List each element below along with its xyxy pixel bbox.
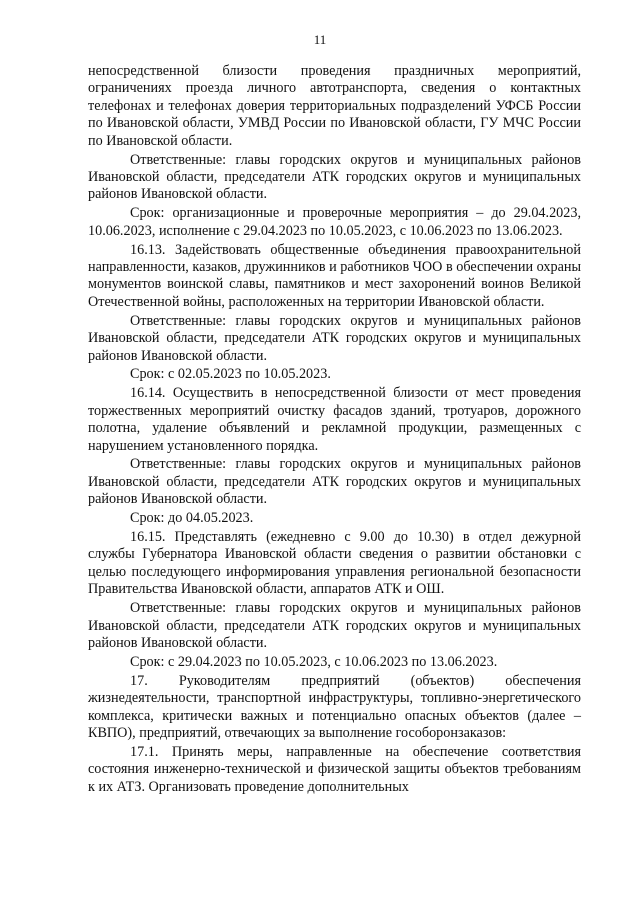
paragraph: Срок: с 29.04.2023 по 10.05.2023, с 10.06.2023 по 13.06.2023. [130, 653, 498, 670]
page-number: 11 [313, 32, 327, 47]
paragraph: Ответственные: главы городских округов и муниципальных районов Ивановской области, председатели АТК городских округов и муниципальных районов Ивановской области. [88, 151, 581, 203]
paragraph: непосредственной близости проведения праздничных мероприятий, ограничениях проезда личного автотранспорта, сведения о контактных телефонах и телефонах доверия территориальных подразделений УФСБ России по Ивановской области, УМВД России по Ивановской области, ГУ МЧС России по Ивановской области. [88, 63, 581, 149]
paragraph: Срок: с 02.05.2023 по 10.05.2023. [130, 366, 331, 383]
paragraph: 16.14. Осуществить в непосредственной близости от мест проведения торжественных мероприятий очистку фасадов зданий, тротуаров, дорожного полотна, удаление объявлений и рекламной продукции, размещенных с нарушением установленного порядка. [88, 385, 581, 454]
paragraph: Срок: до 04.05.2023. [130, 510, 254, 527]
paragraph: 17. Руководителям предприятий (объектов) обеспечения жизнедеятельности, транспортной инфраструктуры, топливно-энергетического комплекса, критически важных и потенциально опасных объектов (далее – КВПО), предприятий, отвечающих за выполнение гособоронзаказов: [88, 672, 581, 742]
paragraph: 16.13. Задействовать общественные объединения правоохранительной направленности, казаков, дружинников и работников ЧОО в обеспечении охраны монументов воинской славы, памятников и мест захоронений воинов Великой Отечественной войны, расположенных на территории Ивановской области. [88, 241, 581, 310]
paragraph: Ответственные: главы городских округов и муниципальных районов Ивановской области, председатели АТК городских округов и муниципальных районов Ивановской области. [88, 600, 581, 651]
paragraph: Ответственные: главы городских округов и муниципальных районов Ивановской области, председатели АТК городских округов и муниципальных районов Ивановской области. [88, 312, 581, 364]
document-body [88, 63, 581, 798]
paragraph: Ответственные: главы городских округов и муниципальных районов Ивановской области, председатели АТК городских округов и муниципальных районов Ивановской области. [88, 456, 581, 508]
paragraph: 17.1. Принять меры, направленные на обеспечение соответствия состояния инженерно-технической и физической защиты объектов требованиям к их АТЗ. Организовать проведение дополнительных [88, 743, 581, 795]
paragraph: Срок: организационные и проверочные мероприятия – до 29.04.2023, 10.06.2023, исполнение с 29.04.2023 по 10.05.2023, с 10.06.2023 по 13.06.2023. [88, 205, 581, 239]
paragraph: 16.15. Представлять (ежедневно с 9.00 до 10.30) в отдел дежурной службы Губернатора Ивановской области сведения о развитии обстановки с целью последующего информирования управления региональной безопасности Правительства Ивановской области, аппаратов АТК и ОШ. [88, 529, 581, 598]
